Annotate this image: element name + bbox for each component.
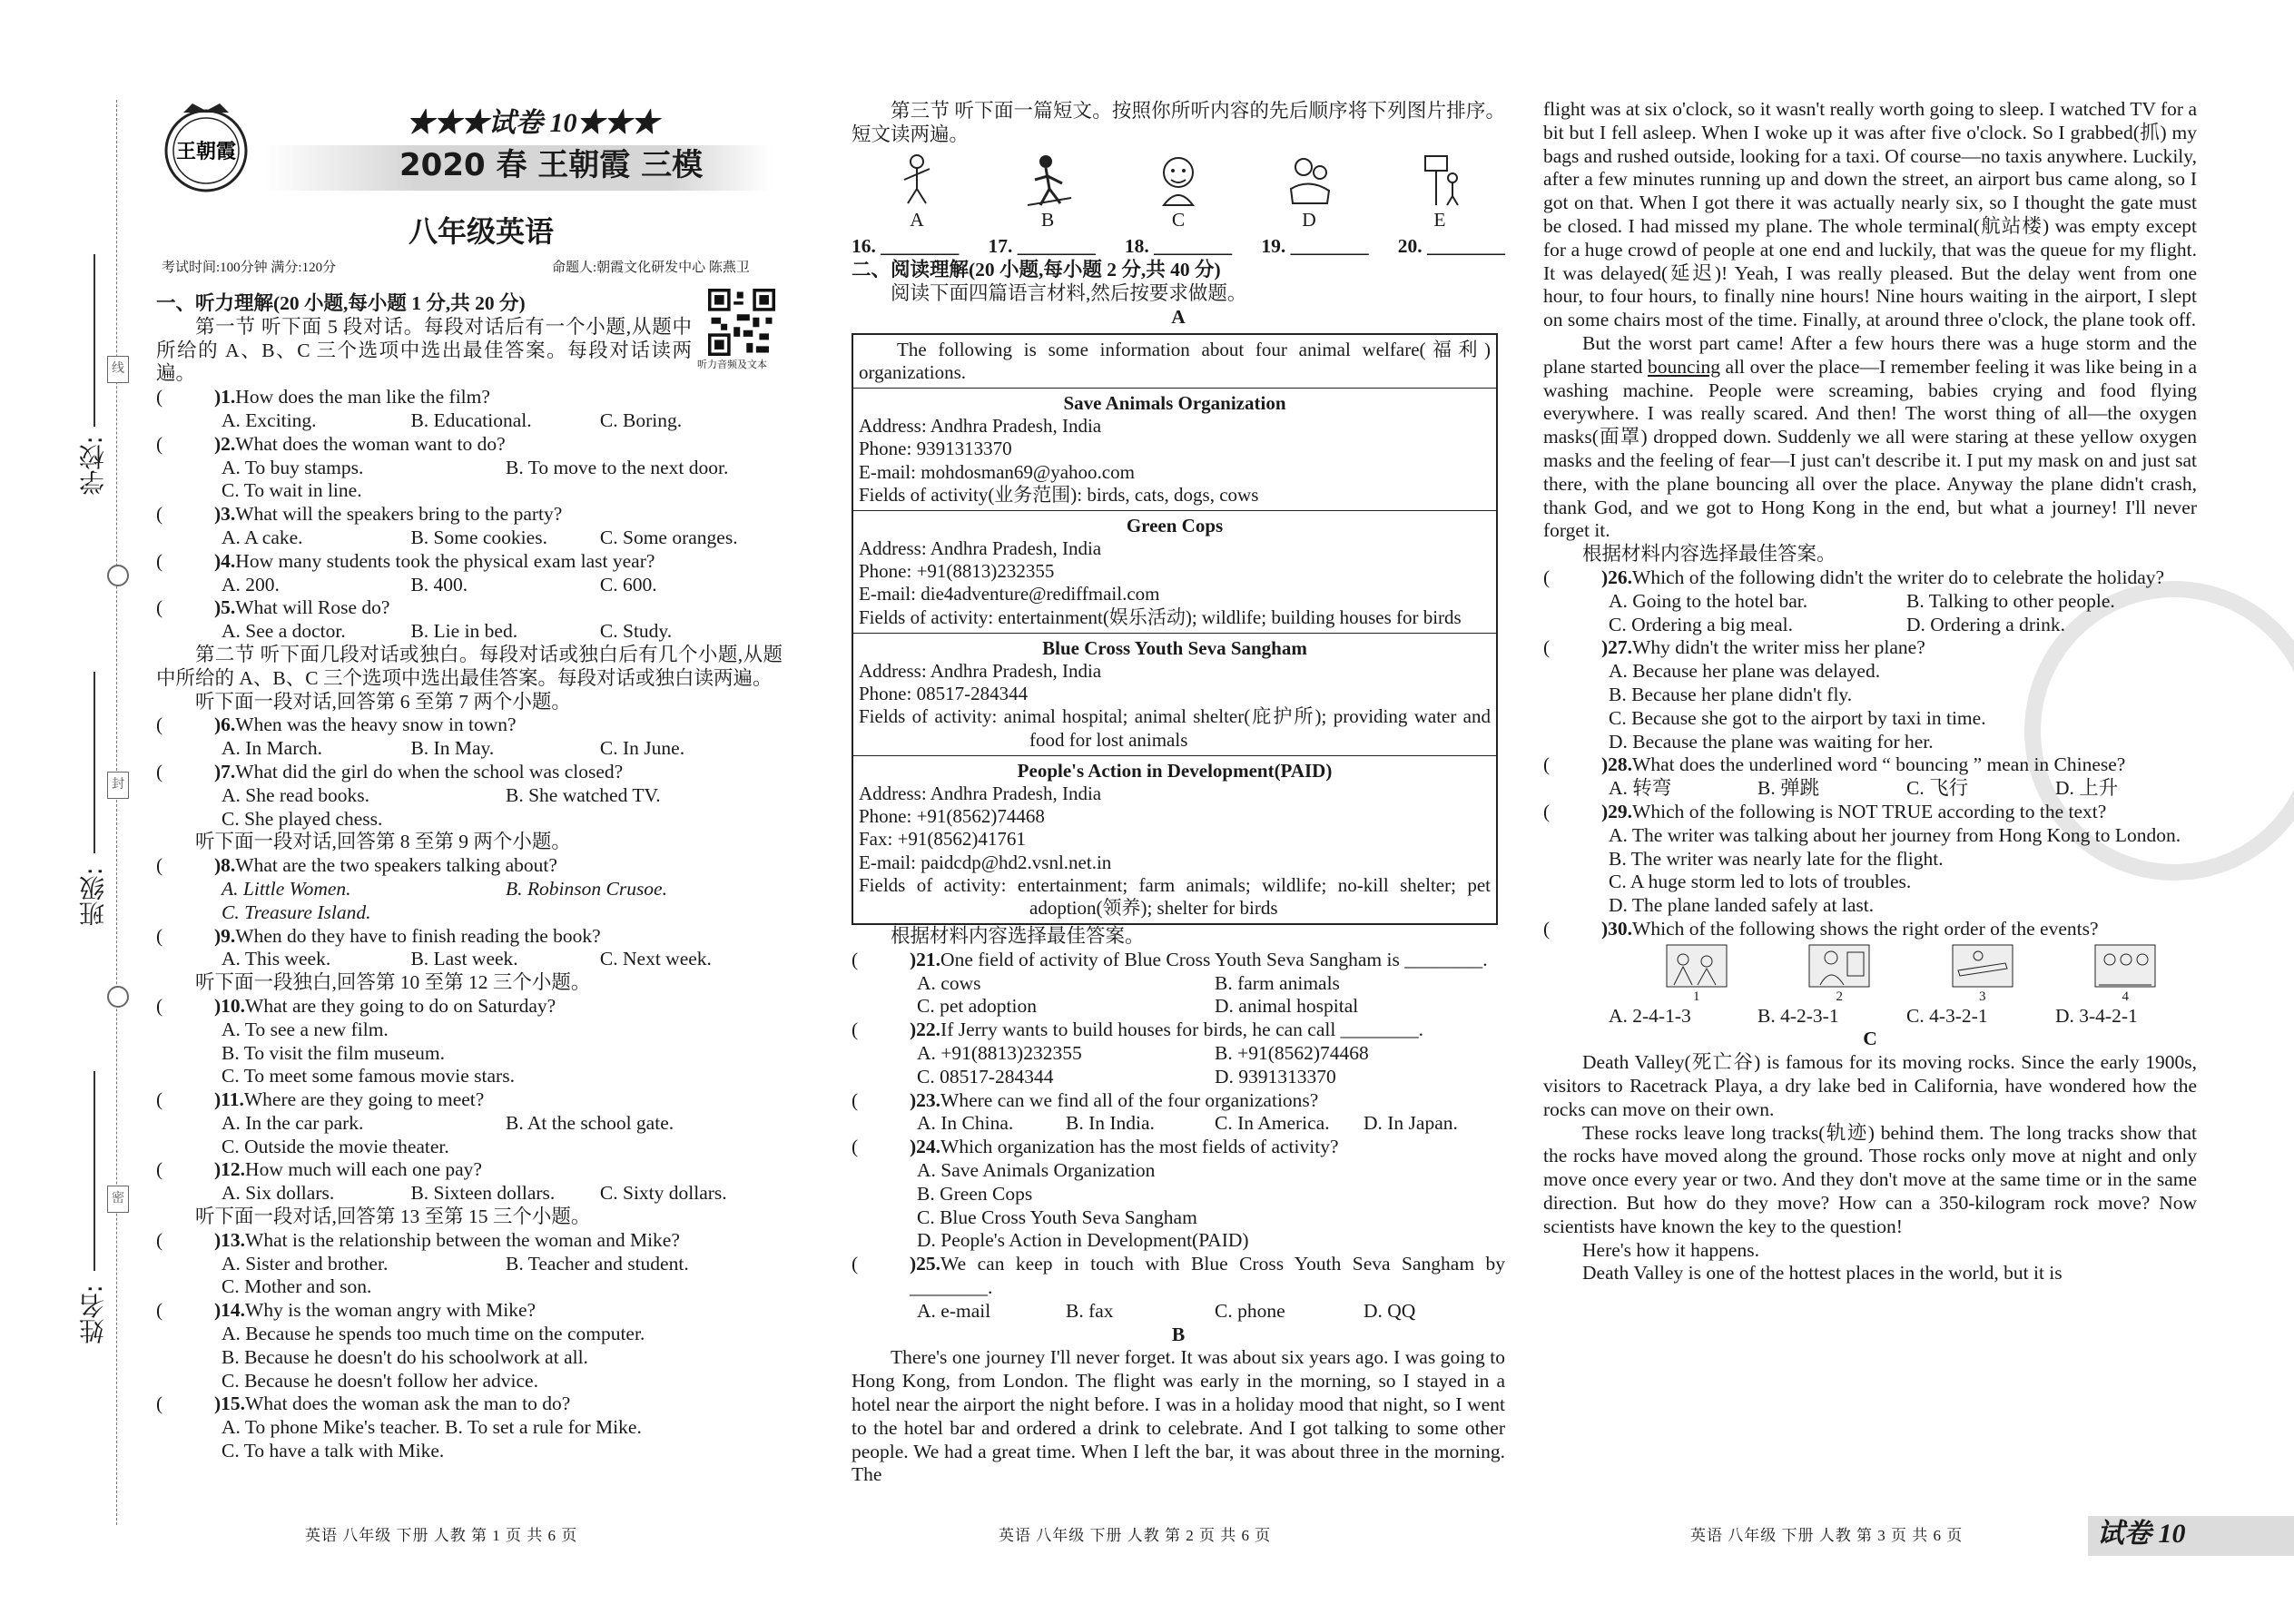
- part1-heading: 一、听力理解(20 小题,每小题 1 分,共 20 分): [156, 292, 526, 314]
- question-9: ( )9.When do they have to finish reading the book? A. This week. B. Last week. C. Next week.: [156, 924, 712, 970]
- passage-c-paragraph-4: Death Valley is one of the hottest places in the world, but it is: [1582, 1262, 2063, 1284]
- underlined-word: bouncing: [1647, 355, 1720, 378]
- subject-title: 八年级英语: [409, 214, 555, 249]
- reading-b-instruction: 根据材料内容选择最佳答案。: [1582, 543, 1836, 566]
- binding-mark-secret: 密: [107, 1186, 129, 1213]
- passage-b-continued: flight was at six o'clock, so it wasn't really worth going to sleep. I watched TV for a bit but I fell asleep. When I woke up it was after five o'clock. So I grabbed(抓) my bags and rushed outside, looking for a taxi. Of course—no taxis anywhere. Luckily, after a few minutes running up and down the street, an airport bus came along, so I got on that. When I got there it was actually nearly six, so I thought the gate must be closed. I had missed my plane. The whole terminal(航站楼) was empty except for a huge crowd of people at one end and luckily, that was the queue for my flight. It was delayed(延迟)! Yeah, I was really pleased. But the delay went from one hour, to four hours, to finally nine hours! Nine hours waiting in the airport, I slept on some chairs most of the time. Finally, at around three o'clock, the plane took off.: [1543, 98, 2197, 331]
- name-blank: [94, 1071, 95, 1271]
- question-22: ( )22.If Jerry wants to build houses for birds, he can call ________. A. +91(8813)232355 B. +91(8562)74468 C. 08517-284344 D. 9391313370: [852, 1019, 1424, 1088]
- instruction-13-15: 听下面一段对话,回答第 13 至第 15 三个小题。: [195, 1206, 591, 1228]
- answer-blanks-16-20: 16. ________ 17. ________ 18. ________ 19. ________ 20. ________: [852, 235, 1505, 258]
- question-26: ( )26.Which of the following didn't the writer do to celebrate the holiday? A. Going to the hotel bar. B. Talking to other people. C. Ordering a big meal. D. Ordering a drink.: [1543, 566, 2165, 635]
- class-label: 班级:: [78, 867, 108, 927]
- organizations-table: [852, 333, 1498, 926]
- instruction-6-7: 听下面一段对话,回答第 6 至第 7 两个小题。: [195, 690, 571, 713]
- school-label: 学校:: [78, 436, 108, 496]
- passage-c-paragraph-1: Death Valley(死亡谷) is famous for its moving rocks. Since the early 1900s, visitors to Racetrack Playa, a dry lake bed in California, have wondered how the rocks can move on their own.: [1543, 1051, 2197, 1120]
- question-4: ( )4.How many students took the physical exam last year? A. 200. B. 400. C. 600.: [156, 549, 657, 595]
- event-picture-4: 4: [2075, 943, 2175, 1005]
- instruction-8-9: 听下面一段对话,回答第 8 至第 9 两个小题。: [195, 831, 571, 853]
- picture-c: C: [1128, 153, 1228, 232]
- name-label: 姓名:: [78, 1284, 108, 1344]
- picture-a: A: [867, 153, 967, 232]
- picture-e: E: [1390, 153, 1490, 232]
- question-24: ( )24.Which organization has the most fields of activity? A. Save Animals Organization B. Green Cops C. Blue Cross Youth Seva Sangham D. People's Action in Development(PAID): [852, 1136, 1339, 1252]
- passage-b-label: B: [1171, 1323, 1186, 1345]
- question-30: ( )30.Which of the following shows the right order of the events? 1 2 3 4 A. 2-4-1-3 B. 4-2-3-1 C. 4-3-2-1 D. 3-4-2-1: [1543, 918, 2197, 1029]
- question-15: ( )15.What does the woman ask the man to do? A. To phone Mike's teacher. B. To set a rule for Mike. C. To have a talk with Mike.: [156, 1393, 642, 1462]
- section2-instruction: 第二节 听下面几段对话或独白。每段对话或独白后有几个小题,从题中所给的 A、B、C 三个选项中选出最佳答案。每段对话或独白读两遍。: [156, 643, 783, 689]
- section1-instruction: 第一节 听下面 5 段对话。每段对话后有一个小题,从题中所给的 A、B、C 三个选项中选出最佳答案。每段对话读两遍。: [156, 315, 692, 385]
- exam-meta: 考试时间:100分钟 满分:120分: [162, 261, 337, 275]
- qr-label: 听力音频及文本: [697, 359, 767, 370]
- passage-b-paragraph: There's one journey I'll never forget. It was about six years ago. I was going to Hong Kong, from London. The flight was early in the morning, so I stayed in a hotel near the airport the night before. I was in a holiday mood that night, so I went to the hotel bar and ordered a drink to celebrate. And I got talking to some other people. We had a great time. When I left the bar, it was about three in the morning. The: [852, 1346, 1505, 1486]
- passage-c-paragraph-3: Here's how it happens.: [1582, 1238, 1759, 1261]
- binding-mark-seal: 封: [107, 772, 129, 799]
- school-blank: [94, 254, 95, 427]
- question-25: ( )25.We can keep in touch with Blue Cross Youth Seva Sangham by ________. A. e-mail B. fax C. phone D. QQ: [852, 1253, 1505, 1322]
- svg-text:王朝霞: 王朝霞: [175, 140, 237, 163]
- passage-c-label: C: [1863, 1028, 1877, 1050]
- question-3: ( )3.What will the speakers bring to the party? A. A cake. B. Some cookies. C. Some oranges.: [156, 503, 738, 548]
- question-28: ( )28.What does the underlined word “ bouncing ” mean in Chinese? A. 转弯 B. 弹跳 C. 飞行 D. 上升: [1543, 753, 2126, 800]
- reading-a-instruction: 根据材料内容选择最佳答案。: [891, 925, 1145, 948]
- passage-c-paragraph-2: These rocks leave long tracks(轨迹) behind them. The long tracks show that the rocks have moved along the ground. Those rocks only move at night and only move once every year or two. And they don't move at the same time or in the same direction. But how do they move? How can a 350-kilogram rock move? Now scientists have known the key to the question!: [1543, 1121, 2197, 1237]
- binding-mark-line: 线: [107, 356, 129, 383]
- org-save-animals: Save Animals Organization Address: Andhra Pradesh, India Phone: 9391313370 E-mail: mohdosman69@yahoo.com Fields of activity(业务范围): birds, cats, dogs, cows: [852, 388, 1497, 510]
- question-21: ( )21.One field of activity of Blue Cross Youth Seva Sangham is ________. A. cows B. farm animals C. pet adoption D. animal hospital: [852, 948, 1488, 1018]
- org-blue-cross: Blue Cross Youth Seva Sangham Address: Andhra Pradesh, India Phone: 08517-284344 Fields of activity: animal hospital; animal shelter(庇护所); providing water and food for lost animals: [852, 633, 1497, 755]
- question-2: ( )2.What does the woman want to do? A. To buy stamps. B. To move to the next door. C. To wait in line.: [156, 432, 729, 502]
- question-10: ( )10.What are they going to do on Saturday? A. To see a new film. B. To visit the film museum. C. To meet some famous movie stars.: [156, 994, 556, 1088]
- question-27: ( )27.Why didn't the writer miss her plane? A. Because her plane was delayed. B. Because her plane didn't fly. C. Because she got to the airport by taxi in time. D. Because the plane was waiting for her.: [1543, 636, 1986, 753]
- listening-pictures: [852, 153, 1505, 232]
- part2-instruction: 阅读下面四篇语言材料,然后按要求做题。: [891, 281, 1247, 304]
- instruction-10-12: 听下面一段独白,回答第 10 至第 12 三个小题。: [195, 971, 591, 994]
- picture-d: D: [1259, 153, 1359, 232]
- binding-hole: [107, 565, 129, 586]
- question-23: ( )23.Where can we find all of the four organizations? A. In China. B. In India. C. In America. D. In Japan.: [852, 1088, 1458, 1135]
- question-5: ( )5.What will Rose do? A. See a doctor. B. Lie in bed. C. Study.: [156, 596, 673, 643]
- event-picture-1: 1: [1647, 943, 1747, 1005]
- picture-b: B: [998, 153, 1098, 232]
- org-green-cops: Green Cops Address: Andhra Pradesh, India Phone: +91(8813)232355 E-mail: die4adventure@rediffmail.com Fields of activity: entertainment(娱乐活动); wildlife; building houses for birds: [852, 510, 1497, 633]
- class-blank: [94, 672, 95, 853]
- question-1: ( )1.How does the man like the film? A. Exciting. B. Educational. C. Boring.: [156, 386, 683, 431]
- binding-dashed-line: [116, 100, 117, 1525]
- part2-heading: 二、阅读理解(20 小题,每小题 2 分,共 40 分): [852, 259, 1221, 281]
- event-pictures: [1543, 943, 2197, 1005]
- event-picture-2: 2: [1789, 943, 1889, 1005]
- question-8: ( )8.What are the two speakers talking about? A. Little Women. B. Robinson Crusoe. C. Treasure Island.: [156, 854, 667, 923]
- question-14: ( )14.Why is the woman angry with Mike? A. Because he spends too much time on the computer. B. Because he doesn't do his schoolwork at all. C. Because he doesn't follow her advice.: [156, 1299, 645, 1392]
- exam-title: 2020 春 王朝霞 三模: [399, 147, 704, 183]
- question-29: ( )29.Which of the following is NOT TRUE according to the text? A. The writer was talking about her journey from Hong Kong to London. B. The writer was nearly late for the flight. C. A huge storm led to lots of troubles. D. The plane landed safely at last.: [1543, 800, 2181, 917]
- page-footer: 英语 八年级 下册 人教 第 3 页 共 6 页: [1690, 1527, 1964, 1544]
- question-13: ( )13.What is the relationship between the woman and Mike? A. Sister and brother. B. Teacher and student. C. Mother and son.: [156, 1228, 689, 1298]
- question-6: ( )6.When was the heavy snow in town? A. In March. B. In May. C. In June.: [156, 714, 685, 760]
- brand-logo: [156, 98, 256, 198]
- question-7: ( )7.What did the girl do when the school was closed? A. She read books. B. She watched TV. C. She played chess.: [156, 760, 661, 830]
- question-12: ( )12.How much will each one pay? A. Six dollars. B. Sixteen dollars. C. Sixty dollars.: [156, 1158, 727, 1205]
- binding-hole: [107, 986, 129, 1008]
- section3-instruction: 第三节 听下面一篇短文。按照你所听内容的先后顺序将下列图片排序。短文读两遍。: [852, 100, 1505, 145]
- event-picture-3: 3: [1933, 943, 2033, 1005]
- table-intro: The following is some information about four animal welfare(福利) organizations.: [852, 334, 1497, 389]
- passage-b-storm-paragraph: But the worst part came! After a few hours there was a huge storm and the plane started bouncing all over the place—I remember feeling it was like being in a washing machine. People were screaming, babies crying and food flying everywhere. I was really scared. And then! The worst thing of all—the oxygen masks(面罩) dropped down. Suddenly we all were staring at these yellow oxygen masks and the feeling of fear—I just can't describe it. I put my mask on and just sat there, with the plane bouncing all over the place. Anyway the plane didn't crash, thank God, and we got to Hong Kong in the end, but what a journey! I'll never forget it.: [1543, 331, 2197, 542]
- question-11: ( )11.Where are they going to meet? A. In the car park. B. At the school gate. C. Outside the movie theater.: [156, 1088, 674, 1157]
- page-footer: 英语 八年级 下册 人教 第 2 页 共 6 页: [999, 1527, 1272, 1544]
- passage-a-label: A: [1171, 305, 1186, 328]
- page-footer: 英语 八年级 下册 人教 第 1 页 共 6 页: [305, 1527, 578, 1544]
- exam-author: 命题人:朝霞文化研发中心 陈燕卫: [552, 261, 750, 275]
- org-paid: People's Action in Development(PAID) Address: Andhra Pradesh, India Phone: +91(8562)74468 Fax: +91(8562)41761 E-mail: paidcdp@hd2.vsnl.net.in Fields of activity: entertainment; farm animals; wildlife; no-kill shelter; pet adoption(领养); shelter for birds: [852, 755, 1497, 924]
- page-tag: 试卷 10: [2097, 1519, 2186, 1549]
- paper-number: ★★★试卷 10★★★: [407, 108, 659, 138]
